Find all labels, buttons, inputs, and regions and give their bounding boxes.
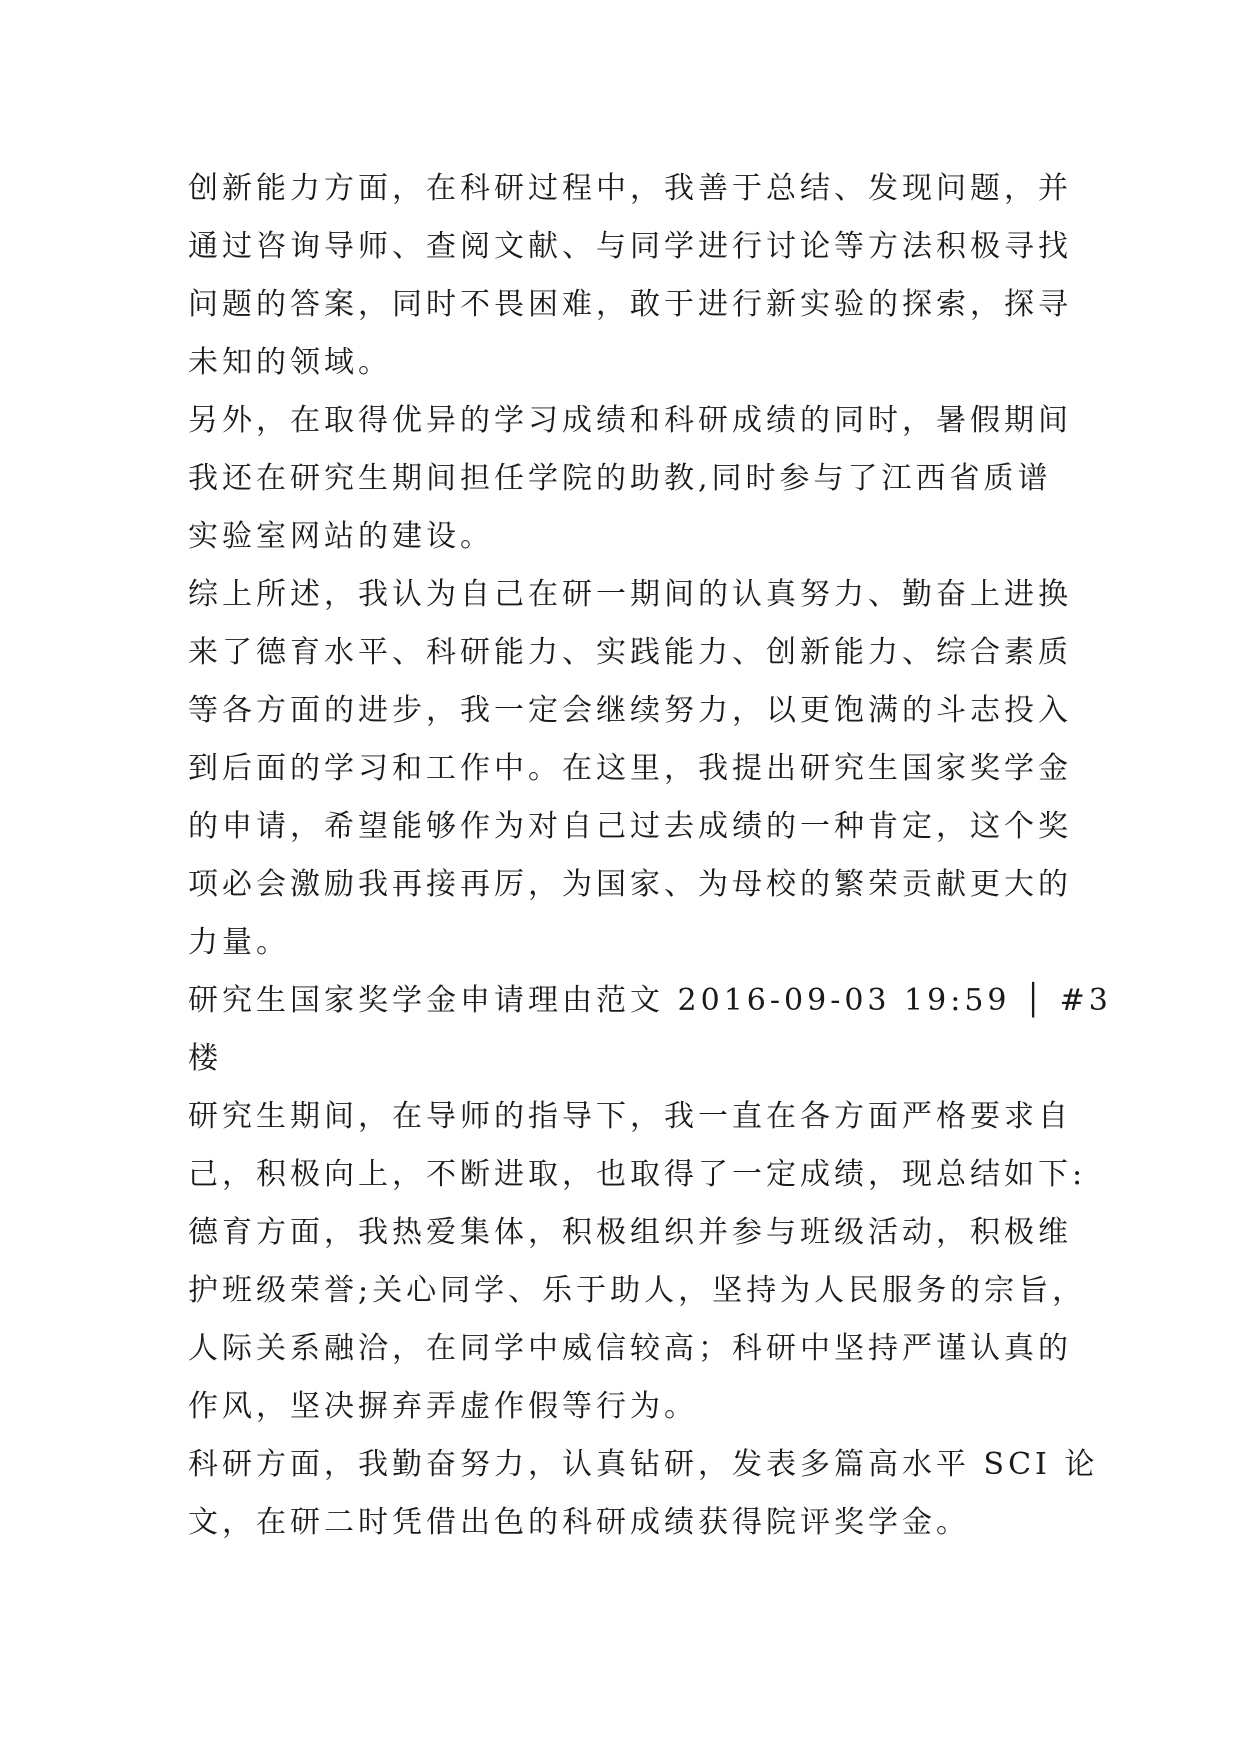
- text-line: 人际关系融洽，在同学中威信较高；科研中坚持严谨认真的: [188, 1331, 1072, 1366]
- text-line: 护班级荣誉;关心同学、乐于助人，坚持为人民服务的宗旨，: [188, 1273, 1087, 1308]
- text-line: 问题的答案，同时不畏困难，敢于进行新实验的探索，探寻: [188, 287, 1072, 322]
- text-line: 项必会激励我再接再厉，为国家、为母校的繁荣贡献更大的: [188, 867, 1072, 902]
- text-line: 力量。: [188, 925, 290, 960]
- text-line: 未知的领域。: [188, 345, 392, 380]
- text-line: 通过咨询导师、查阅文献、与同学进行讨论等方法积极寻找: [188, 229, 1072, 264]
- text-line: 实验室网站的建设。: [188, 519, 494, 554]
- text-line: 等各方面的进步，我一定会继续努力，以更饱满的斗志投入: [188, 693, 1072, 728]
- text-line: 创新能力方面，在科研过程中，我善于总结、发现问题，并: [188, 171, 1072, 206]
- post-header-line: 研究生国家奖学金申请理由范文 2016-09-03 19:59 │ #3: [188, 983, 1112, 1018]
- text-line: 来了德育水平、科研能力、实践能力、创新能力、综合素质: [188, 635, 1072, 670]
- post-header-line: 楼: [188, 1041, 222, 1076]
- text-line: 作风，坚决摒弃弄虚作假等行为。: [188, 1389, 698, 1424]
- text-line: 的申请，希望能够作为对自己过去成绩的一种肯定，这个奖: [188, 809, 1072, 844]
- text-line: 科研方面，我勤奋努力，认真钻研，发表多篇高水平 SCI 论: [188, 1447, 1099, 1482]
- text-line: 另外，在取得优异的学习成绩和科研成绩的同时，暑假期间: [188, 403, 1072, 438]
- text-line: 文，在研二时凭借出色的科研成绩获得院评奖学金。: [188, 1505, 970, 1540]
- text-line: 德育方面，我热爱集体，积极组织并参与班级活动，积极维: [188, 1215, 1072, 1250]
- text-line: 己，积极向上，不断进取，也取得了一定成绩，现总结如下:: [188, 1157, 1087, 1192]
- text-line: 到后面的学习和工作中。在这里，我提出研究生国家奖学金: [188, 751, 1072, 786]
- text-line: 研究生期间，在导师的指导下，我一直在各方面严格要求自: [188, 1099, 1072, 1134]
- text-line: 我还在研究生期间担任学院的助教,同时参与了江西省质谱: [188, 461, 1052, 496]
- text-line: 综上所述，我认为自己在研一期间的认真努力、勤奋上进换: [188, 577, 1072, 612]
- document-body: [188, 160, 1112, 1552]
